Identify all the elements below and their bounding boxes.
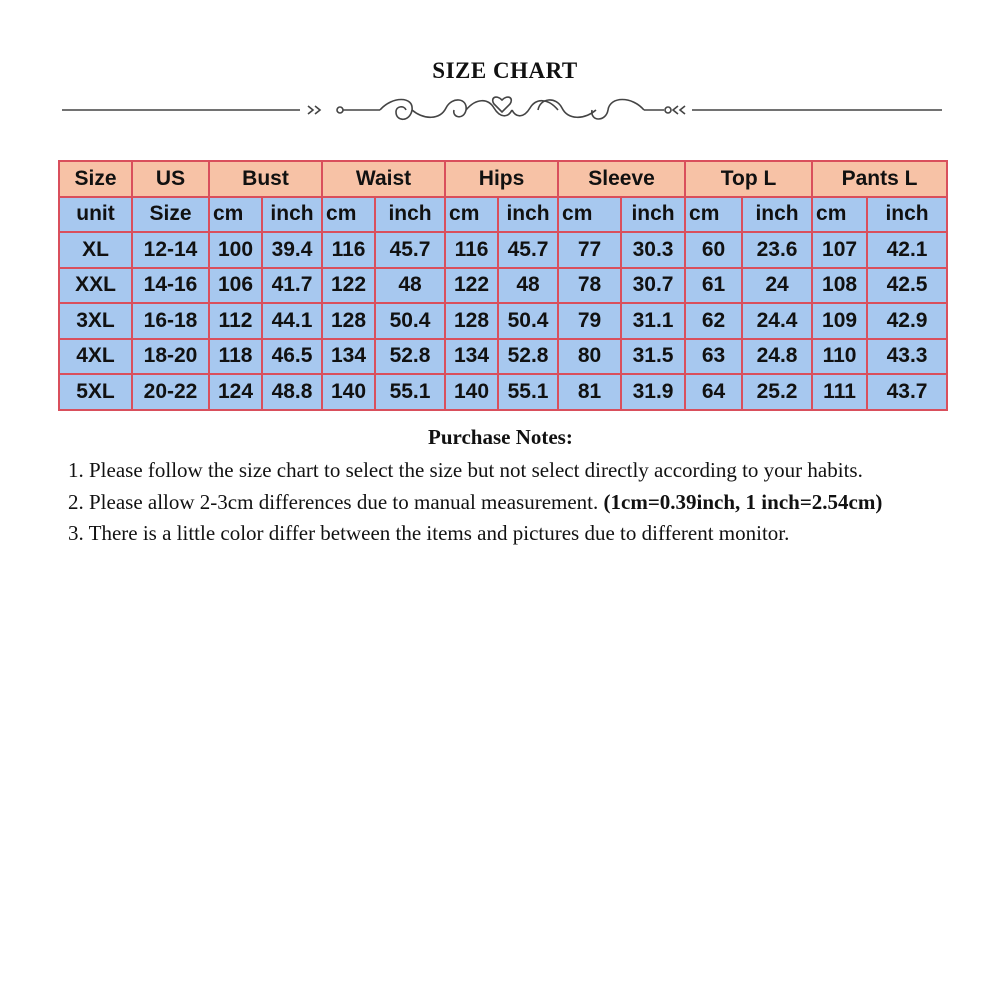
- unit-cell: inch: [867, 197, 947, 233]
- table-cell: 14-16: [132, 268, 209, 304]
- unit-cell: cm: [445, 197, 498, 233]
- table-cell: 61: [685, 268, 742, 304]
- table-cell: 4XL: [59, 339, 132, 375]
- table-cell: 43.3: [867, 339, 947, 375]
- table-cell: 5XL: [59, 374, 132, 410]
- table-cell: 78: [558, 268, 621, 304]
- table-cell: 30.7: [621, 268, 685, 304]
- header-cell: Top L: [685, 161, 812, 197]
- table-cell: 100: [209, 232, 262, 268]
- unit-cell: cm: [558, 197, 621, 233]
- table-cell: XL: [59, 232, 132, 268]
- table-cell: 46.5: [262, 339, 322, 375]
- table-cell: 52.8: [375, 339, 445, 375]
- purchase-notes-title: Purchase Notes:: [428, 425, 573, 449]
- table-cell: 134: [445, 339, 498, 375]
- unit-cell: inch: [498, 197, 558, 233]
- table-cell: XXL: [59, 268, 132, 304]
- table-cell: 24: [742, 268, 812, 304]
- table-cell: 116: [322, 232, 375, 268]
- header-cell: Pants L: [812, 161, 947, 197]
- note-2-text: 2. Please allow 2-3cm differences due to manual measurement.: [68, 489, 604, 514]
- table-cell: 112: [209, 303, 262, 339]
- table-cell: 30.3: [621, 232, 685, 268]
- table-cell: 20-22: [132, 374, 209, 410]
- table-cell: 77: [558, 232, 621, 268]
- table-header-row: [59, 161, 947, 197]
- unit-cell: cm: [322, 197, 375, 233]
- unit-cell: inch: [621, 197, 685, 233]
- size-chart-table: [58, 160, 948, 411]
- unit-cell: Size: [132, 197, 209, 233]
- page-title: SIZE CHART: [432, 58, 578, 83]
- header-cell: Sleeve: [558, 161, 685, 197]
- table-cell: 24.8: [742, 339, 812, 375]
- table-cell: 124: [209, 374, 262, 410]
- table-cell: 23.6: [742, 232, 812, 268]
- unit-cell: inch: [262, 197, 322, 233]
- unit-cell: cm: [685, 197, 742, 233]
- header-cell: Bust: [209, 161, 322, 197]
- table-cell: 62: [685, 303, 742, 339]
- table-cell: 25.2: [742, 374, 812, 410]
- table-cell: 12-14: [132, 232, 209, 268]
- table-cell: 44.1: [262, 303, 322, 339]
- header-cell: Hips: [445, 161, 558, 197]
- table-cell: 134: [322, 339, 375, 375]
- table-cell: 18-20: [132, 339, 209, 375]
- note-2-conversion: (1cm=0.39inch, 1 inch=2.54cm): [603, 489, 883, 514]
- note-2: [68, 487, 968, 519]
- table-cell: 116: [445, 232, 498, 268]
- unit-cell: cm: [209, 197, 262, 233]
- header-cell: US: [132, 161, 209, 197]
- ornamental-divider-icon: [62, 92, 942, 128]
- table-cell: 128: [445, 303, 498, 339]
- table-cell: 42.1: [867, 232, 947, 268]
- table-cell: 111: [812, 374, 867, 410]
- table-cell: 31.9: [621, 374, 685, 410]
- note-1: 1. Please follow the size chart to select the size but not select directly according to your habits.: [68, 458, 863, 482]
- table-cell: 31.5: [621, 339, 685, 375]
- table-row: [59, 374, 947, 410]
- table-cell: 50.4: [498, 303, 558, 339]
- table-cell: 55.1: [498, 374, 558, 410]
- table-cell: 45.7: [498, 232, 558, 268]
- unit-cell: inch: [375, 197, 445, 233]
- note-3: 3. There is a little color differ between the items and pictures due to different monitor.: [68, 521, 790, 545]
- table-cell: 63: [685, 339, 742, 375]
- table-cell: 107: [812, 232, 867, 268]
- table-cell: 140: [445, 374, 498, 410]
- table-cell: 108: [812, 268, 867, 304]
- table-cell: 60: [685, 232, 742, 268]
- table-cell: 110: [812, 339, 867, 375]
- table-cell: 140: [322, 374, 375, 410]
- table-cell: 42.5: [867, 268, 947, 304]
- header-cell: Size: [59, 161, 132, 197]
- table-cell: 122: [445, 268, 498, 304]
- table-cell: 45.7: [375, 232, 445, 268]
- table-cell: 39.4: [262, 232, 322, 268]
- table-cell: 48: [375, 268, 445, 304]
- table-cell: 48: [498, 268, 558, 304]
- table-cell: 64: [685, 374, 742, 410]
- table-cell: 109: [812, 303, 867, 339]
- table-cell: 50.4: [375, 303, 445, 339]
- table-row: [59, 268, 947, 304]
- table-row: [59, 303, 947, 339]
- table-cell: 48.8: [262, 374, 322, 410]
- table-cell: 24.4: [742, 303, 812, 339]
- header-cell: Waist: [322, 161, 445, 197]
- table-cell: 79: [558, 303, 621, 339]
- table-unit-row: [59, 197, 947, 233]
- table-cell: 106: [209, 268, 262, 304]
- table-row: [59, 339, 947, 375]
- table-cell: 128: [322, 303, 375, 339]
- table-cell: 42.9: [867, 303, 947, 339]
- table-cell: 81: [558, 374, 621, 410]
- unit-cell: inch: [742, 197, 812, 233]
- unit-cell: unit: [59, 197, 132, 233]
- table-cell: 122: [322, 268, 375, 304]
- purchase-notes: [68, 455, 968, 550]
- table-cell: 43.7: [867, 374, 947, 410]
- table-cell: 3XL: [59, 303, 132, 339]
- table-cell: 31.1: [621, 303, 685, 339]
- table-cell: 55.1: [375, 374, 445, 410]
- unit-cell: cm: [812, 197, 867, 233]
- table-cell: 41.7: [262, 268, 322, 304]
- table-cell: 118: [209, 339, 262, 375]
- table-cell: 52.8: [498, 339, 558, 375]
- table-row: [59, 232, 947, 268]
- table-cell: 80: [558, 339, 621, 375]
- table-cell: 16-18: [132, 303, 209, 339]
